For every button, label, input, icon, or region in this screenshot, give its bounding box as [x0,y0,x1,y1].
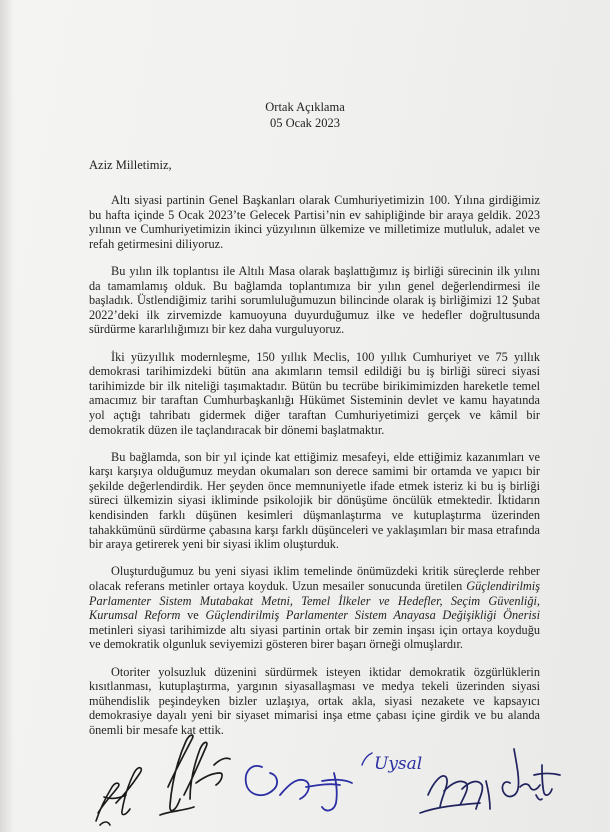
paragraph-6: Otoriter yolsuzluk düzenini sürdürmek isteyen iktidar demokratik özgürlüklerin kısıtlanması, kutuplaştırma, yargının siyasallaşması ve medya tekeli üzerinden siyasi mühendislik peşindeyken bizler uzlaşıya, ortak akla, siyasi nezakete ve kapsayıcı demokrasiye dayalı yeni bir siyaset mimarisi inşa etme çabası içine girdik ve bu alanda önemli bir mesafe kat ettik. [89,664,540,737]
signature-1-icon [96,768,141,825]
signature-2-icon [160,735,230,815]
paragraph-5-start: Oluşturduğumuz bu yeni siyasi iklim temelinde önümüzdeki kritik süreçlerde rehber olacak referans metinler ortaya koyduk. Uzun mesailer sonucunda üretilen [89,564,540,594]
signature-6-icon [502,749,560,800]
paragraph-5 [89,564,540,652]
paragraph-1: Altı siyasi partinin Genel Başkanları olarak Cumhuriyetimizin 100. Yılına girdiğimiz bu hafta içinde 5 Ocak 2023’te Gelecek Partisi’nin ev sahipliğinde bir araya geldik. 2023 yılının ve Cumhuriyetimizin ikinci yüzyılının ülkemize ve milletimize mutluluk, adalet ve refah getirmesini diliyoruz. [89,193,540,251]
signature-4-text: Uysal [374,754,423,774]
document-titles-2: Güçlendirilmiş Parlamenter Sistem Anayasa Değişikliği Önerisi [205,608,540,623]
document-date: 05 Ocak 2023 [269,116,341,130]
paragraph-4: Bu bağlamda, son bir yıl içinde kat ettiğimiz mesafeyi, elde ettiğimiz kazanımları ve karşı karşıya olduğumuz meydan okumaları son derece samimi bir ortamda ve yapıcı bir şekilde değerlendirdik. Her şeyden önce memnuniyetle ifade etmek isteriz ki bu iş birliği süreci ülkemizin siyasi ikliminde psikolojik bir dönüşüme öncülük etmektedir. İktidarın kendisinden farklı düşünen kesimleri düşmanlaştırma ve kutuplaştırma üzerinden tahakkümünü sürdürme çabasına karşı farklı düşünceleri ve yaklaşımları bir masa etrafında bir araya getirerek yeni bir siyasi iklim oluşturduk. [89,449,540,552]
signature-4-icon [362,753,422,774]
signature-5-icon [420,776,490,813]
document-title: Ortak Açıklama [265,100,345,114]
document-body [89,193,540,750]
conjunction: ve [180,608,206,623]
salutation: Aziz Milletimiz, [89,158,172,172]
paragraph-3: İki yüzyıllık modernleşme, 150 yıllık Meclis, 100 yıllık Cumhuriyet ve 75 yıllık demokrasi tarihimizdeki bütün ana akımların temsil edildiği bu iş birliği süreci siyasi tarihimizde bir ilk niteliği taşımaktadır. Bütün bu tecrübe birikimimizden hareketle temel amacımız bir taraftan Cumhurbaşkanlığı Hükümet Sisteminin devlet ve kamu hayatında yol açtığı tahribatı gidermek diğer taraftan Cumhuriyetimizi gerçek ve kâmil bir demokratik düzen ile taçlandıracak bir dönemi başlatmaktır. [89,349,540,437]
document-header [0,99,610,131]
signature-3-icon [246,766,352,811]
document-titles-1: Güçlendirilmiş Parlamenter Sistem Mutabakat Metni, Temel İlkeler ve Hedefler, Seçim Güvenliği, Kurumsal Reform [89,579,540,623]
signatures-area [0,725,610,832]
paragraph-5-end: metinleri siyasi tarihimizde altı siyasi partinin ortak bir zemin inşası için ortaya koyduğu ve demokratik olgunluk seviyemizi gösteren birer başarı örneği olmuşlardır. [89,622,540,652]
paragraph-2: Bu yılın ilk toplantısı ile Altılı Masa olarak başlattığımız iş birliği sürecinin ilk yılını da tamamlamış olduk. Bu bağlamda toplantımıza bir yılın genel değerlendirmesi ile başladık. Üstlendiğimiz tarihi sorumluluğumuzun bilincinde olarak iş birliğimizi 12 Şubat 2022’deki ilk zirvemizde kamuoyuna duyurduğumuz ilke ve hedefler doğrultusunda sürdürme kararlılığımızı bir kez daha vurguluyoruz. [89,263,540,337]
